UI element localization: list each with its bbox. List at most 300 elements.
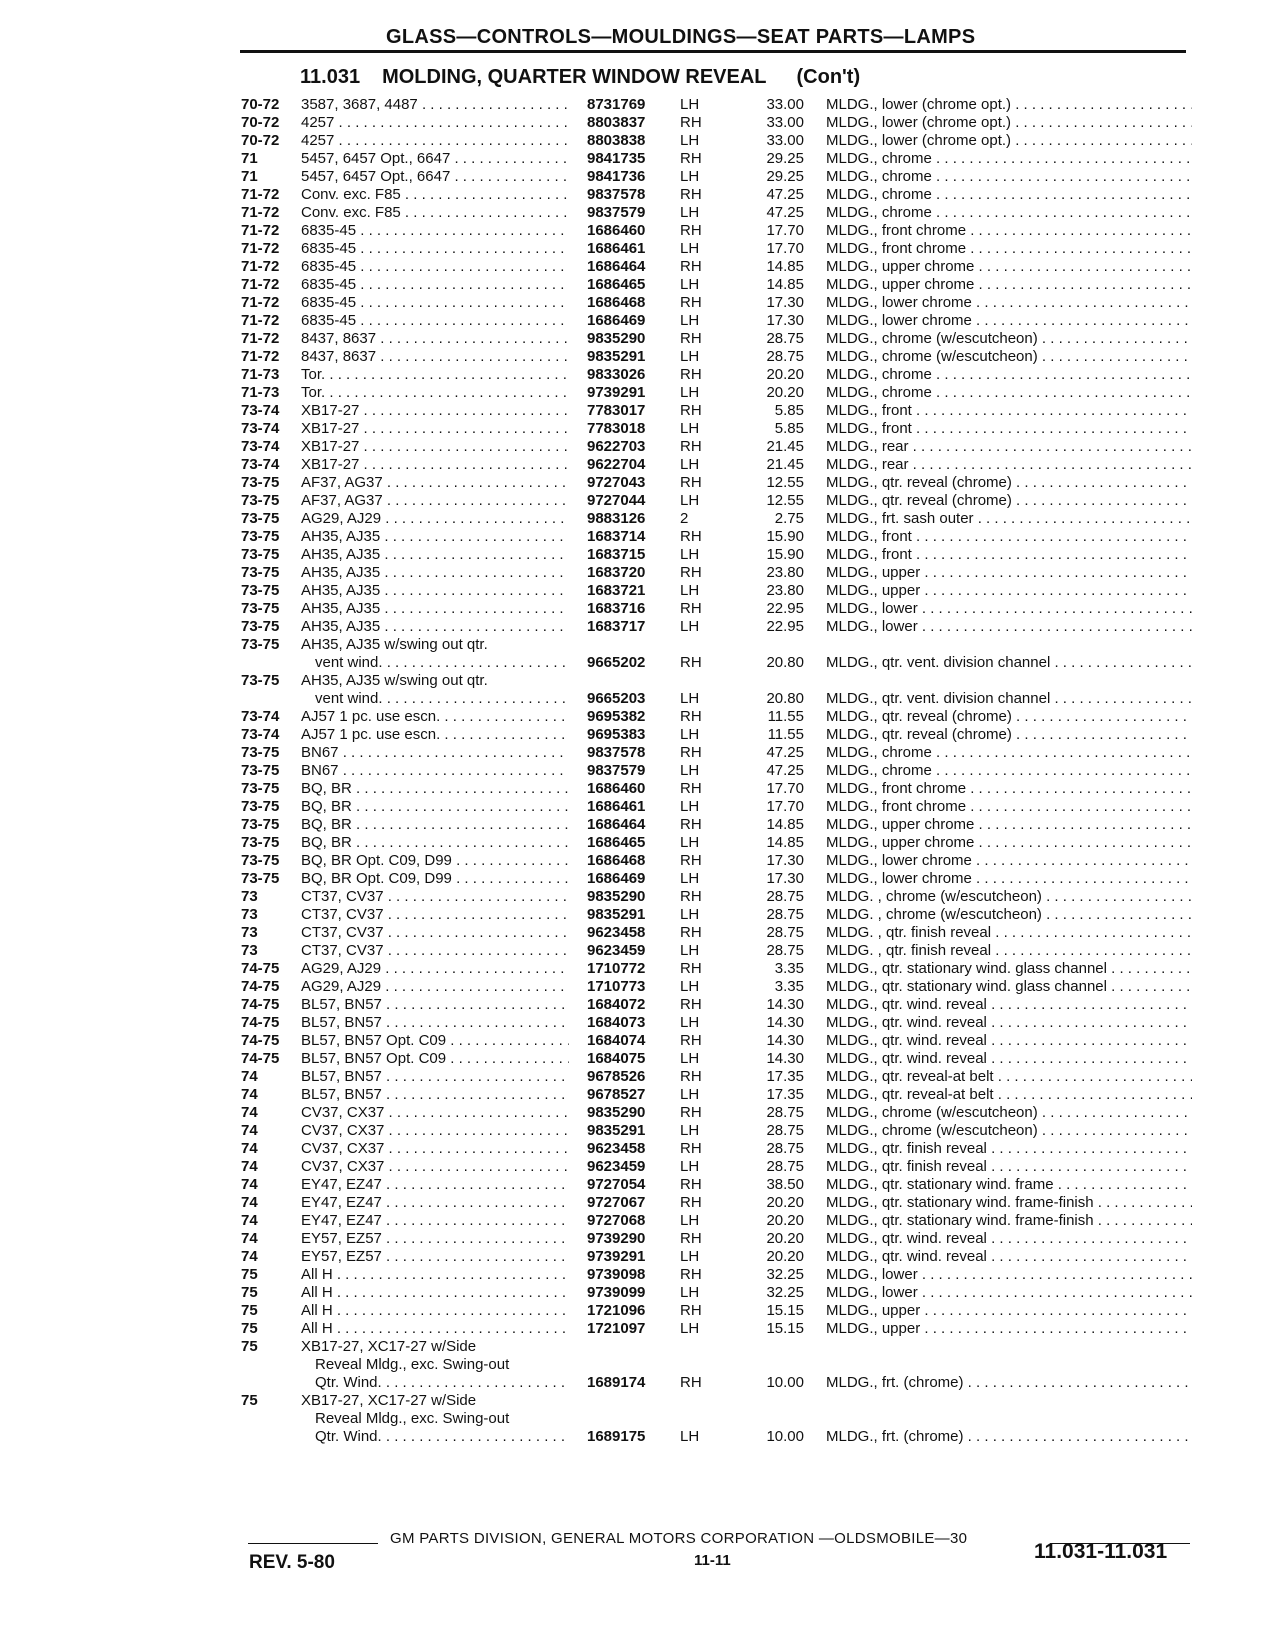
row-model-line: 6835-45 . . . [301, 312, 569, 330]
row-model [301, 1338, 569, 1392]
row-price: 5.85 [774, 402, 804, 419]
row-price: 17.70 [766, 798, 804, 815]
row-model [301, 1122, 569, 1140]
row-model [301, 1086, 569, 1104]
row-model-line: BQ, BR Opt. C09, D99 . . . [301, 870, 569, 888]
table-row [0, 186, 1280, 204]
row-description: MLDG., upper . . . [826, 1320, 1192, 1338]
row-description: MLDG., chrome (w/escutcheon) . . . [826, 330, 1192, 348]
row-model-line: Conv. exc. F85 . . . [301, 186, 569, 204]
row-model [301, 276, 569, 294]
table-row [0, 1086, 1280, 1104]
row-model-line: CT37, CV37 . . . [301, 924, 569, 942]
row-side: LH [680, 1086, 700, 1103]
row-part-number: 9623458 [587, 1140, 646, 1157]
row-part-number: 1684073 [587, 1014, 646, 1031]
row-side: RH [680, 600, 702, 617]
row-side: RH [680, 222, 702, 239]
row-year: 73-75 [241, 492, 280, 509]
row-price: 14.85 [766, 834, 804, 851]
row-model [301, 330, 569, 348]
row-side: LH [680, 942, 700, 959]
row-model-line: vent wind. . . . [301, 654, 569, 672]
row-year: 71-73 [241, 384, 280, 401]
row-description: MLDG., rear . . . [826, 456, 1192, 474]
row-part-number: 9739099 [587, 1284, 646, 1301]
row-year: 75 [241, 1266, 258, 1283]
table-row [0, 222, 1280, 240]
row-price: 28.75 [766, 942, 804, 959]
row-model-line: XB17-27 . . . [301, 420, 569, 438]
row-year: 73 [241, 942, 258, 959]
row-model-line: BL57, BN57 Opt. C09 . . . [301, 1032, 569, 1050]
row-side: RH [680, 1032, 702, 1049]
row-price: 11.55 [767, 708, 804, 725]
row-model-line: 5457, 6457 Opt., 6647 . . . [301, 168, 569, 186]
row-description: MLDG., frt. (chrome) . . . [826, 1428, 1192, 1446]
row-part-number: 1684072 [587, 996, 646, 1013]
row-description: MLDG., front chrome . . . [826, 780, 1192, 798]
row-year: 73-75 [241, 528, 280, 545]
row-year: 73-75 [241, 834, 280, 851]
row-model [301, 1284, 569, 1302]
row-year: 74 [241, 1212, 258, 1229]
row-part-number: 9883126 [587, 510, 646, 527]
row-model-line: AH35, AJ35 . . . [301, 618, 569, 636]
row-side: LH [680, 726, 700, 743]
row-part-number: 1686460 [587, 222, 646, 239]
row-model-line: Qtr. Wind. . . . [301, 1374, 569, 1392]
table-row [0, 1014, 1280, 1032]
row-price: 28.75 [766, 1158, 804, 1175]
row-description: MLDG., upper chrome . . . [826, 276, 1192, 294]
row-part-number: 1721096 [587, 1302, 646, 1319]
row-year: 73-75 [241, 636, 280, 653]
table-row [0, 744, 1280, 762]
row-model-line: Reveal Mldg., exc. Swing-out [315, 1356, 510, 1373]
row-part-number: 1686469 [587, 312, 646, 329]
row-price: 15.15 [766, 1320, 804, 1337]
row-model-line: All H . . . [301, 1302, 569, 1320]
row-model [301, 546, 569, 564]
row-part-number: 9665202 [587, 654, 646, 671]
row-model [301, 510, 569, 528]
row-model [301, 222, 569, 240]
table-row [0, 492, 1280, 510]
row-description: MLDG., lower . . . [826, 1266, 1192, 1284]
row-model [301, 204, 569, 222]
row-description: MLDG., qtr. stationary wind. glass channel . . . [826, 960, 1192, 978]
row-side: LH [680, 1158, 700, 1175]
row-model-line: CT37, CV37 . . . [301, 888, 569, 906]
row-year: 73-75 [241, 618, 280, 635]
row-price: 14.85 [766, 258, 804, 275]
row-part-number: 9695382 [587, 708, 646, 725]
row-year: 75 [241, 1284, 258, 1301]
row-model-line: CT37, CV37 . . . [301, 942, 569, 960]
row-description: MLDG., chrome . . . [826, 366, 1192, 384]
row-model-line: BL57, BN57 . . . [301, 996, 569, 1014]
row-model [301, 240, 569, 258]
row-model-line: AH35, AJ35 w/swing out qtr. [301, 672, 488, 689]
row-part-number: 9727043 [587, 474, 646, 491]
row-model-line: 8437, 8637 . . . [301, 348, 569, 366]
row-part-number: 1686460 [587, 780, 646, 797]
row-year: 73-74 [241, 708, 280, 725]
row-part-number: 9678527 [587, 1086, 646, 1103]
table-row [0, 456, 1280, 474]
row-description: MLDG., qtr. stationary wind. frame . . . [826, 1176, 1192, 1194]
table-row [0, 960, 1280, 978]
row-year: 73-75 [241, 762, 280, 779]
row-part-number: 9835291 [587, 1122, 646, 1139]
row-model [301, 1266, 569, 1284]
row-part-number: 9837579 [587, 762, 646, 779]
row-part-number: 1686461 [587, 798, 646, 815]
row-side: RH [680, 960, 702, 977]
row-price: 22.95 [766, 618, 804, 635]
row-side: LH [680, 978, 700, 995]
row-side: LH [680, 456, 700, 473]
row-side: RH [680, 816, 702, 833]
row-model [301, 384, 569, 402]
row-price: 3.35 [774, 978, 804, 995]
row-part-number: 1710772 [587, 960, 646, 977]
row-side: LH [680, 276, 700, 293]
row-year: 71-72 [241, 312, 280, 329]
table-row [0, 420, 1280, 438]
row-side: RH [680, 1266, 702, 1283]
row-side: RH [680, 1140, 702, 1157]
row-side: LH [680, 762, 700, 779]
table-row [0, 924, 1280, 942]
row-model-line: EY47, EZ47 . . . [301, 1176, 569, 1194]
row-description: MLDG., qtr. wind. reveal . . . [826, 1248, 1192, 1266]
row-price: 17.70 [766, 222, 804, 239]
row-price: 17.30 [766, 312, 804, 329]
row-model-line: EY47, EZ47 . . . [301, 1194, 569, 1212]
row-model [301, 150, 569, 168]
row-model [301, 960, 569, 978]
row-part-number: 9665203 [587, 690, 646, 707]
row-part-number: 9835291 [587, 348, 646, 365]
row-model-line: Tor. . . . [301, 384, 569, 402]
row-price: 29.25 [766, 168, 804, 185]
row-description: MLDG., chrome . . . [826, 168, 1192, 186]
row-side: RH [680, 438, 702, 455]
row-price: 47.25 [766, 186, 804, 203]
row-side: RH [680, 186, 702, 203]
row-part-number: 9739290 [587, 1230, 646, 1247]
table-row [0, 1230, 1280, 1248]
row-year: 73-75 [241, 780, 280, 797]
row-description: MLDG., qtr. reveal-at belt . . . [826, 1086, 1192, 1104]
row-model [301, 708, 569, 726]
row-side: LH [680, 582, 700, 599]
row-part-number: 1684074 [587, 1032, 646, 1049]
row-model [301, 978, 569, 996]
row-part-number: 9622703 [587, 438, 646, 455]
row-side: RH [680, 114, 702, 131]
row-description: MLDG., front . . . [826, 528, 1192, 546]
row-price: 3.35 [774, 960, 804, 977]
row-description: MLDG., lower (chrome opt.) . . . [826, 96, 1192, 114]
row-price: 17.70 [766, 240, 804, 257]
table-row [0, 204, 1280, 222]
table-row [0, 276, 1280, 294]
row-price: 15.90 [766, 528, 804, 545]
row-year: 70-72 [241, 96, 280, 113]
row-model-line: 5457, 6457 Opt., 6647 . . . [301, 150, 569, 168]
row-part-number: 1721097 [587, 1320, 646, 1337]
table-row [0, 132, 1280, 150]
row-side: RH [680, 1302, 702, 1319]
row-model-line: BN67 . . . [301, 762, 569, 780]
row-model-line: AH35, AJ35 w/swing out qtr. [301, 636, 488, 653]
row-price: 14.30 [766, 1032, 804, 1049]
row-side: RH [680, 852, 702, 869]
row-side: RH [680, 294, 702, 311]
row-model [301, 1014, 569, 1032]
row-model [301, 618, 569, 636]
table-row [0, 726, 1280, 744]
row-model [301, 438, 569, 456]
row-price: 32.25 [766, 1284, 804, 1301]
row-part-number: 1686468 [587, 852, 646, 869]
row-side: LH [680, 690, 700, 707]
row-model [301, 114, 569, 132]
row-model-line: CT37, CV37 . . . [301, 906, 569, 924]
table-row [0, 1158, 1280, 1176]
row-part-number: 9739098 [587, 1266, 646, 1283]
row-price: 22.95 [766, 600, 804, 617]
table-row [0, 402, 1280, 420]
row-part-number: 9695383 [587, 726, 646, 743]
table-row [0, 96, 1280, 114]
row-year: 71-72 [241, 258, 280, 275]
row-side: LH [680, 204, 700, 221]
row-description: MLDG., chrome . . . [826, 204, 1192, 222]
row-model-line: All H . . . [301, 1266, 569, 1284]
row-model-line: 8437, 8637 . . . [301, 330, 569, 348]
row-model [301, 636, 569, 672]
footer-rule-left [248, 1543, 378, 1544]
row-model [301, 96, 569, 114]
row-model [301, 258, 569, 276]
table-row [0, 1104, 1280, 1122]
row-model [301, 798, 569, 816]
row-year: 73-75 [241, 744, 280, 761]
table-row [0, 888, 1280, 906]
row-part-number: 9727054 [587, 1176, 646, 1193]
row-model [301, 1068, 569, 1086]
row-model [301, 1392, 569, 1446]
row-side: RH [680, 1176, 702, 1193]
row-description: MLDG., upper chrome . . . [826, 834, 1192, 852]
row-side: LH [680, 1428, 700, 1445]
row-model [301, 1248, 569, 1266]
row-side: LH [680, 96, 700, 113]
section-continued: (Con't) [796, 66, 861, 88]
row-year: 73-75 [241, 798, 280, 815]
table-row [0, 1266, 1280, 1284]
row-year: 73-74 [241, 726, 280, 743]
row-model-line: CV37, CX37 . . . [301, 1140, 569, 1158]
table-row [0, 348, 1280, 366]
row-price: 11.55 [767, 726, 804, 743]
row-side: LH [680, 546, 700, 563]
row-description: MLDG., qtr. reveal (chrome) . . . [826, 708, 1192, 726]
row-price: 28.75 [766, 924, 804, 941]
row-side: RH [680, 474, 702, 491]
row-year: 74-75 [241, 1032, 280, 1049]
row-year: 71-72 [241, 330, 280, 347]
table-row [0, 636, 1280, 672]
row-price: 28.75 [766, 1140, 804, 1157]
row-model [301, 1176, 569, 1194]
row-description: MLDG., lower chrome . . . [826, 870, 1192, 888]
row-price: 38.50 [766, 1176, 804, 1193]
row-model-line: AH35, AJ35 . . . [301, 564, 569, 582]
table-row [0, 996, 1280, 1014]
row-model-line: Conv. exc. F85 . . . [301, 204, 569, 222]
row-price: 20.20 [766, 1248, 804, 1265]
row-description: MLDG., rear . . . [826, 438, 1192, 456]
table-row [0, 1140, 1280, 1158]
row-model [301, 366, 569, 384]
row-side: RH [680, 528, 702, 545]
row-side: RH [680, 1374, 702, 1391]
row-model [301, 870, 569, 888]
row-side: LH [680, 240, 700, 257]
row-price: 20.20 [766, 1194, 804, 1211]
row-part-number: 9837578 [587, 186, 646, 203]
row-description: MLDG., lower chrome . . . [826, 852, 1192, 870]
row-description: MLDG., upper . . . [826, 1302, 1192, 1320]
row-description: MLDG., qtr. wind. reveal . . . [826, 1032, 1192, 1050]
row-side: LH [680, 168, 700, 185]
row-model-line: XB17-27 . . . [301, 402, 569, 420]
table-row [0, 1284, 1280, 1302]
table-row [0, 438, 1280, 456]
revision-label: REV. 5-80 [249, 1552, 335, 1573]
row-side: RH [680, 330, 702, 347]
table-row [0, 1176, 1280, 1194]
table-row [0, 852, 1280, 870]
row-price: 15.15 [766, 1302, 804, 1319]
row-description: MLDG., qtr. wind. reveal . . . [826, 1014, 1192, 1032]
row-year: 73-74 [241, 438, 280, 455]
row-model [301, 780, 569, 798]
row-side: LH [680, 1320, 700, 1337]
row-model-line: AF37, AG37 . . . [301, 474, 569, 492]
table-row [0, 312, 1280, 330]
row-model-line: 6835-45 . . . [301, 240, 569, 258]
row-model [301, 348, 569, 366]
row-model-line: vent wind. . . . [301, 690, 569, 708]
header-rule [240, 50, 1186, 53]
row-price: 17.35 [766, 1068, 804, 1085]
row-side: RH [680, 1068, 702, 1085]
row-part-number: 9837578 [587, 744, 646, 761]
row-model-line: BN67 . . . [301, 744, 569, 762]
row-year: 73-75 [241, 474, 280, 491]
row-year: 74 [241, 1230, 258, 1247]
row-description: MLDG., frt. (chrome) . . . [826, 1374, 1192, 1392]
row-description: MLDG., upper chrome . . . [826, 258, 1192, 276]
row-year: 75 [241, 1302, 258, 1319]
row-part-number: 1686464 [587, 258, 646, 275]
row-year: 74-75 [241, 960, 280, 977]
row-description: MLDG., qtr. stationary wind. frame-finish . . . [826, 1212, 1192, 1230]
row-year: 74 [241, 1140, 258, 1157]
row-side: RH [680, 708, 702, 725]
row-price: 17.30 [766, 852, 804, 869]
row-year: 73-75 [241, 816, 280, 833]
row-description: MLDG. , qtr. finish reveal . . . [826, 942, 1192, 960]
row-model [301, 726, 569, 744]
row-part-number: 9623459 [587, 942, 646, 959]
table-row [0, 870, 1280, 888]
row-side: LH [680, 1284, 700, 1301]
row-year: 75 [241, 1392, 258, 1409]
row-model [301, 492, 569, 510]
row-model-line: AJ57 1 pc. use escn. . . . [301, 726, 569, 744]
table-row [0, 258, 1280, 276]
row-model [301, 564, 569, 582]
row-model-line: AG29, AJ29 . . . [301, 960, 569, 978]
row-description: MLDG., chrome (w/escutcheon) . . . [826, 1122, 1192, 1140]
row-price: 21.45 [766, 438, 804, 455]
row-part-number: 1683721 [587, 582, 646, 599]
row-model [301, 888, 569, 906]
row-description: MLDG. , chrome (w/escutcheon) . . . [826, 888, 1192, 906]
section-reference: 11.031-11.031 [1034, 1540, 1168, 1563]
row-description: MLDG., qtr. wind. reveal . . . [826, 996, 1192, 1014]
row-model-line: CV37, CX37 . . . [301, 1122, 569, 1140]
row-description: MLDG., upper . . . [826, 564, 1192, 582]
table-row [0, 600, 1280, 618]
row-year: 73-75 [241, 600, 280, 617]
row-model-line: BL57, BN57 . . . [301, 1068, 569, 1086]
row-price: 17.70 [766, 780, 804, 797]
row-price: 47.25 [766, 762, 804, 779]
row-price: 21.45 [766, 456, 804, 473]
table-row [0, 708, 1280, 726]
row-year: 75 [241, 1338, 258, 1355]
row-price: 23.80 [766, 582, 804, 599]
table-row [0, 762, 1280, 780]
row-side: RH [680, 564, 702, 581]
row-model [301, 906, 569, 924]
row-model-line: All H . . . [301, 1284, 569, 1302]
row-part-number: 9835290 [587, 888, 646, 905]
row-model [301, 312, 569, 330]
table-row [0, 1392, 1280, 1446]
row-model-line: Qtr. Wind. . . . [301, 1428, 569, 1446]
row-part-number: 1686461 [587, 240, 646, 257]
row-price: 33.00 [766, 96, 804, 113]
row-price: 20.80 [766, 654, 804, 671]
row-part-number: 9727067 [587, 1194, 646, 1211]
row-part-number: 9727068 [587, 1212, 646, 1229]
row-price: 20.80 [766, 690, 804, 707]
row-part-number: 9623458 [587, 924, 646, 941]
row-model-line: EY57, EZ57 . . . [301, 1230, 569, 1248]
row-part-number: 1683714 [587, 528, 646, 545]
row-side: LH [680, 132, 700, 149]
row-year: 73-75 [241, 870, 280, 887]
